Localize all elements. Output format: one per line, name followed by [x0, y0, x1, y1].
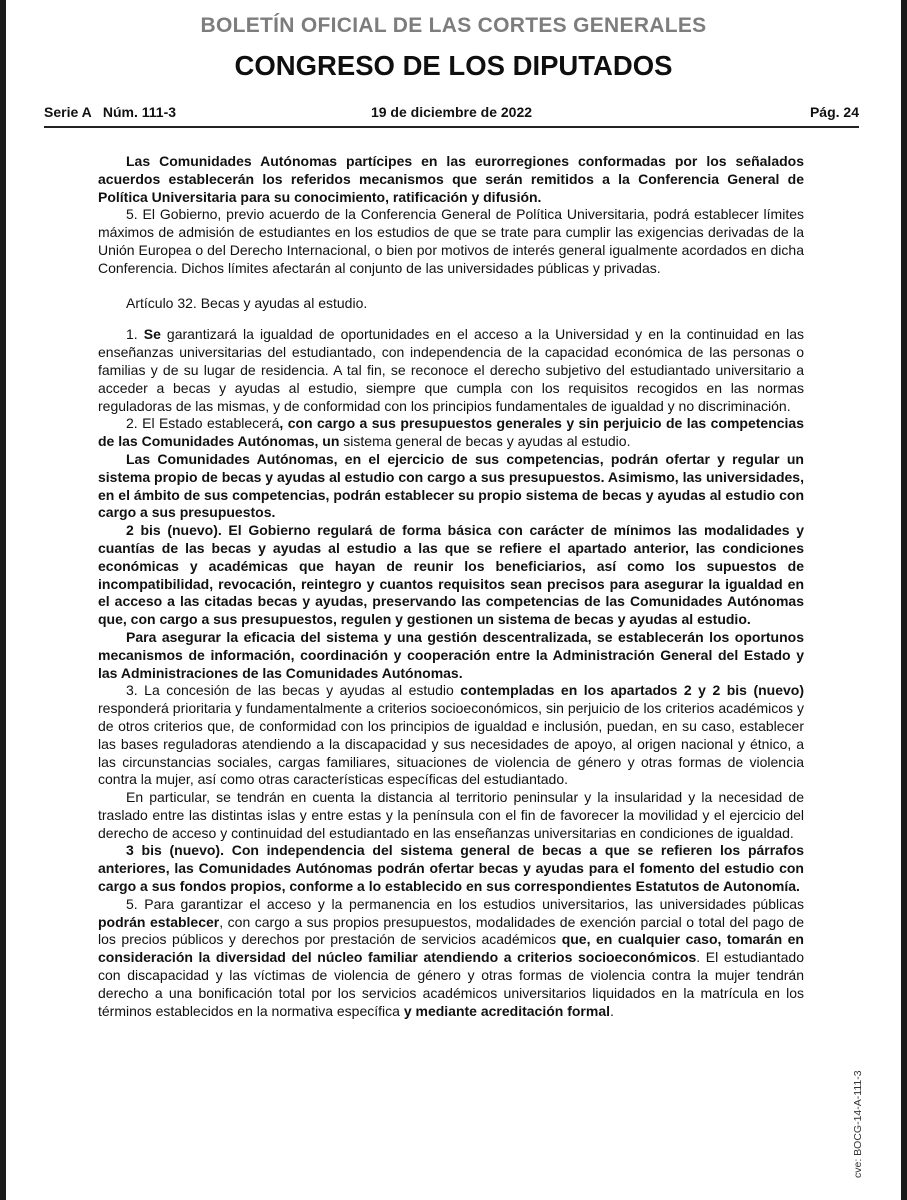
- text-run: podrán establecer: [98, 913, 220, 930]
- text-run: y mediante acreditación formal: [403, 1002, 611, 1019]
- scan-border-left: [0, 0, 6, 1200]
- paragraph: [98, 415, 804, 451]
- paragraph: [98, 789, 804, 842]
- text-run: responderá prioritaria y fundamentalmente a criterios socioeconómicos, sin perjuicio de los criterios académicos y de otros criterios que, de conformidad con los principios de igualdad e inclusión, puedan, en su caso, establecer las bases reguladoras atendiendo a la discapacidad y sus necesidades de apoyo, al origen nacional y étnico, a las circunstancias sociales, cargas familiares, situaciones de violencia de género y otras formas de violencia contra la mujer, así como otras características específicas del estudiantado.: [98, 700, 804, 788]
- text-run: sistema general de becas y ayudas al estudio.: [339, 433, 631, 450]
- paragraph: [98, 326, 804, 415]
- paragraph: [98, 896, 804, 1021]
- text-run: , con cargo a sus propios presupuestos, modalidades de exención parcial o total del pago de los precios públicos y derechos por prestación de servicios académicos: [98, 913, 804, 948]
- text-run: Las Comunidades Autónomas partícipes en las eurorregiones conformadas por los señalados acuerdos establecerán los referidos mecanismos que serán remitidos a la Conferencia General de Política Universitaria para su conocimiento, ratificación y difusión.: [98, 153, 804, 205]
- article-heading: [98, 295, 804, 313]
- text-run: Se: [143, 326, 161, 343]
- scan-border-right: [901, 0, 907, 1200]
- paragraph: [98, 629, 804, 682]
- text-run: 5. Para garantizar el acceso y la permanencia en los estudios universitarios, las universidades públicas: [126, 895, 804, 912]
- text-run: . El estudiantado con discapacidad y las víctimas de violencia de género y otras formas de violencia contra la mujer tendrán derecho a una bonificación total por los servicios académicos universitarios liquidados en la matrícula en los términos establecidos en la normativa específica: [98, 949, 804, 1019]
- header-divider: [44, 126, 859, 128]
- issue-metadata: [44, 104, 859, 124]
- serie-number: Serie A Núm. 111-3: [44, 104, 177, 120]
- page-number: Pág. 24: [809, 104, 859, 120]
- text-run: Las Comunidades Autónomas, en el ejercicio de sus competencias, podrán ofertar y regular un sistema propio de becas y ayudas al estudio con cargo a sus presupuestos. Asimismo, las universidades, en el ámbito de sus competencias, podrán establecer su propio sistema de becas y ayudas al estudio con cargo a sus presupuestos.: [98, 450, 804, 521]
- text-run: garantizará la igualdad de oportunidades en el acceso a la Universidad y en la continuidad en las enseñanzas universitarias del estudiantado, con independencia de la capacidad económica de las personas o familias y de su lugar de residencia. A tal fin, se reconoce el derecho subjetivo del estudiantado universitario a acceder a becas y ayudas al estudio, siempre que cumpla con los requisitos recogidos en las normas reguladoras de las mismas, y de conformidad con los principios fundamentales de igualdad y no discriminación.: [98, 326, 804, 414]
- text-run: 2. El Estado establecerá: [126, 415, 280, 432]
- text-run: contempladas en los apartados 2 y 2 bis (nuevo): [460, 682, 805, 699]
- paragraph: [98, 451, 804, 522]
- text-run: 5. El Gobierno, previo acuerdo de la Conferencia General de Política Universitaria, podrá establecer límites máximos de admisión de estudiantes en los estudios de que se trate para cumplir las exigencias derivadas de la Unión Europea o del Derecho Internacional, o bien por motivos de interés general igualmente acordados en dicha Conferencia. Dichos límites afectarán al conjunto de las universidades públicas y privadas.: [98, 206, 804, 276]
- text-run: En particular, se tendrán en cuenta la distancia al territorio peninsular y la insularidad y la necesidad de traslado entre las distintas islas y entre estas y la península con el fin de favorecer la movilidad y el ejercicio del derecho de acceso y continuidad del estudiantado en las enseñanzas universitarias en condiciones de igualdad.: [98, 789, 804, 841]
- text-run: 1.: [126, 326, 144, 343]
- paragraph: [98, 153, 804, 206]
- paragraph: [98, 522, 804, 629]
- cve-code: cve: BOCG-14-A-111-3: [852, 1070, 864, 1178]
- cve-margin-note: [852, 1050, 868, 1180]
- text-run: Para asegurar la eficacia del sistema y una gestión descentralizada, se establecerán los oportunos mecanismos de información, coordinación y cooperación entre la Administración General del Estado y las Administraciones de las Comunidades Autónomas.: [98, 628, 804, 681]
- paragraph: [98, 206, 804, 277]
- issue-date: 19 de diciembre de 2022: [370, 104, 533, 120]
- text-run: Artículo 32. Becas y ayudas al estudio.: [126, 294, 368, 311]
- text-run: 3. La concesión de las becas y ayudas al estudio: [126, 682, 461, 699]
- chamber-title: CONGRESO DE LOS DIPUTADOS: [234, 50, 673, 81]
- paragraph: [98, 842, 804, 895]
- document-body: [98, 153, 804, 1020]
- text-run: .: [610, 1002, 614, 1019]
- text-run: 3 bis (nuevo). Con independencia del sistema general de becas a que se refieren los párrafos anteriores, las Comunidades Autónomas podrán ofertar becas y ayudas para el fomento del estudio con cargo a sus fondos propios, conforme a lo establecido en sus correspondientes Estatutos de Autonomía.: [98, 842, 804, 895]
- text-run: 2 bis (nuevo). El Gobierno regulará de forma básica con carácter de mínimos las modalidades y cuantías de las becas y ayudas al estudio a las que se refiere el apartado anterior, las condiciones económicas y académicas que hayan de reunir los beneficiarios, así como los supuestos de incompatibilidad, revocación, reintegro y cuantos requisitos sean precisos para asegurar la igualdad en el acceso a las citadas becas y ayudas, preservando las competencias de las Comunidades Autónomas que, con cargo a sus presupuestos, regulen y gestionen un sistema de becas y ayudas al estudio.: [98, 522, 804, 628]
- paragraph: [98, 682, 804, 789]
- publication-title: BOLETÍN OFICIAL DE LAS CORTES GENERALES: [200, 14, 707, 37]
- text-run: , con cargo a sus presupuestos generales y sin perjuicio de las competencias de las Comunidades Autónomas, un: [98, 415, 804, 450]
- text-run: que, en cualquier caso, tomarán en consideración la diversidad del núcleo familiar atendiendo a criterios socioeconómicos: [98, 931, 804, 966]
